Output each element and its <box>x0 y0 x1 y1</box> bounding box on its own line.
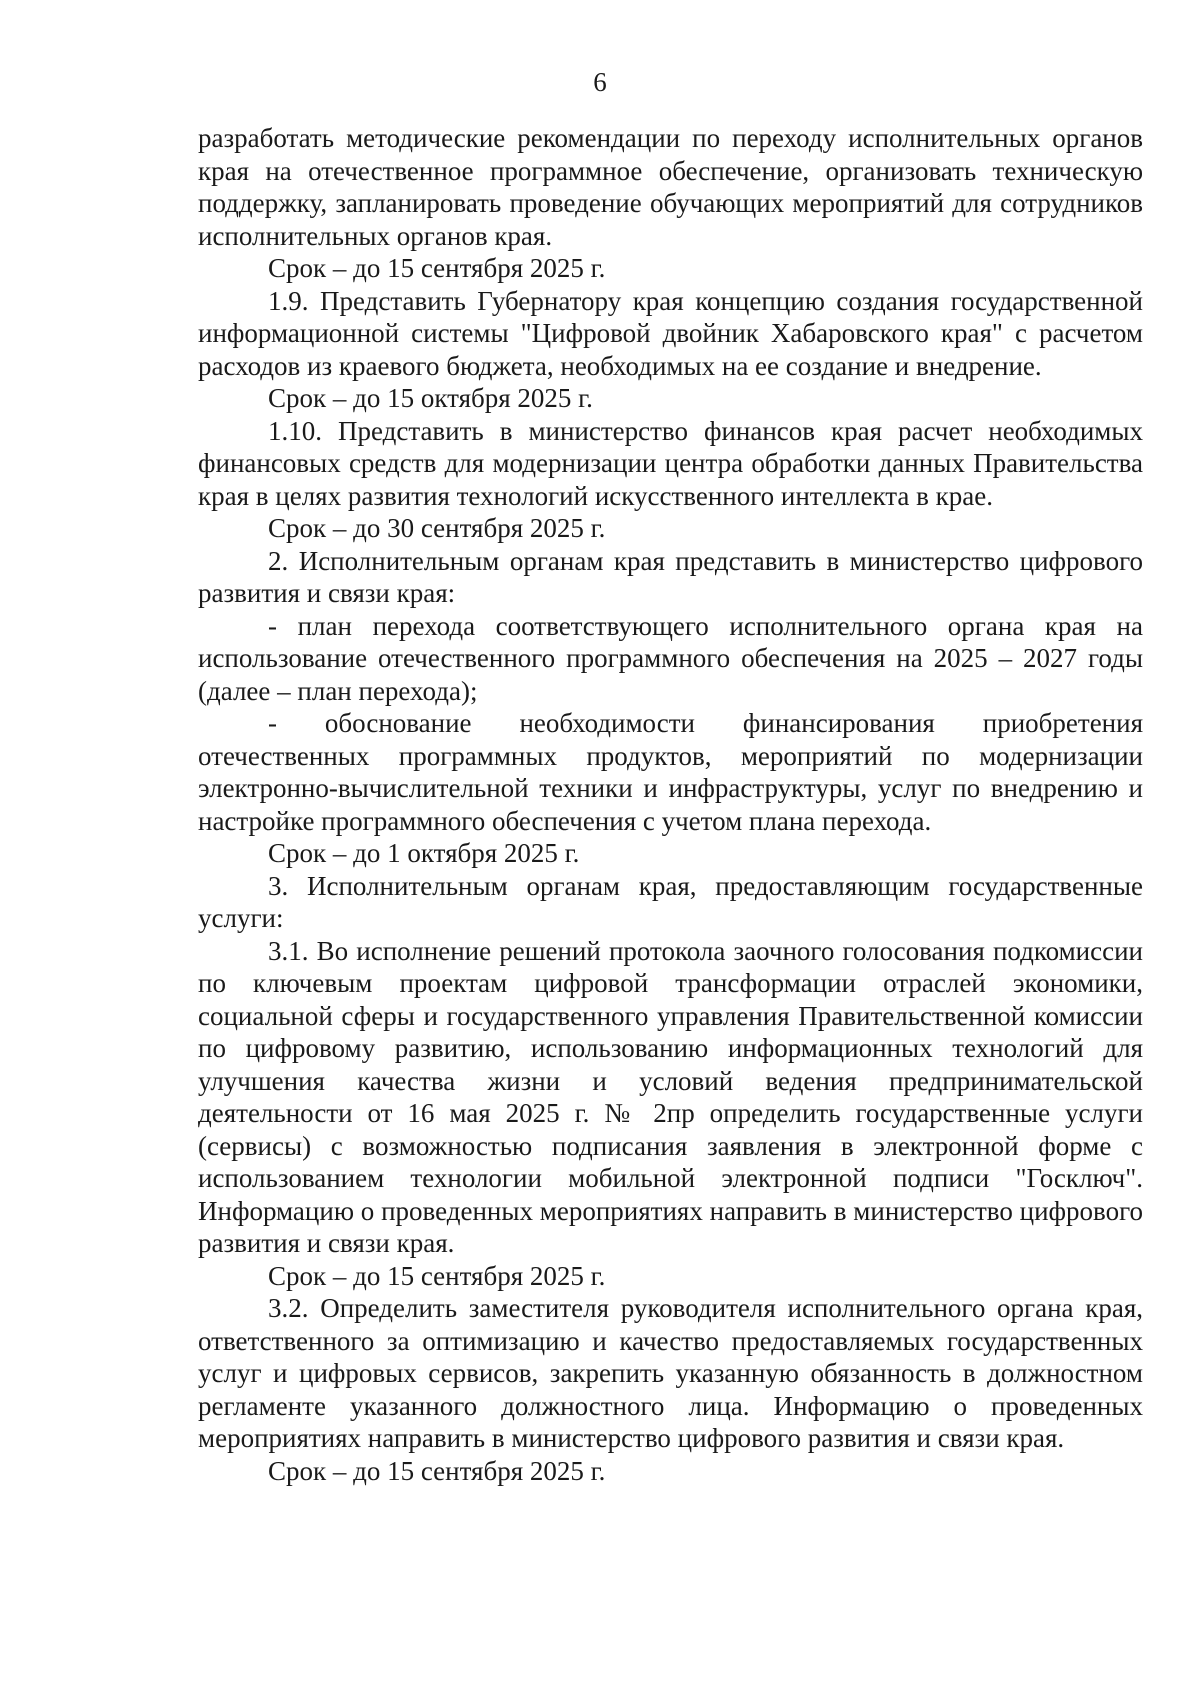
deadline-line: Срок – до 15 октября 2025 г. <box>268 383 593 413</box>
paragraph-item-1-10: 1.10. Представить в министерство финансов края расчет необходимых финансовых средств для модернизации центра обработки данных Правительства края в целях развития технологий искусственного интеллекта в крае. <box>198 415 1143 511</box>
paragraph-item-3: 3. Исполнительным органам края, предоставляющим государственные услуги: <box>198 870 1143 933</box>
page-number: 6 <box>593 67 607 97</box>
deadline-line: Срок – до 15 сентября 2025 г. <box>268 1260 606 1291</box>
paragraph-item-2: 2. Исполнительным органам края представить в министерство цифрового развития и связи края: <box>198 545 1143 608</box>
deadline-line: Срок – до 15 сентября 2025 г. <box>268 253 606 283</box>
paragraph-item-3-2: 3.2. Определить заместителя руководителя исполнительного органа края, ответственного за оптимизацию и качество предоставляемых государственных услуг и цифровых сервисов, закрепить указанную обязанность в должностном регламенте указанного должностного лица. Информацию о проведенных мероприятиях направить в министерство цифрового развития и связи края. <box>198 1293 1143 1453</box>
deadline-line: Срок – до 1 октября 2025 г. <box>268 838 580 868</box>
paragraph-item-1-9: 1.9. Представить Губернатору края концепцию создания государственной информационной системы "Цифровой двойник Хабаровского края" с расчетом расходов из краевого бюджета, необходимых на ее создание и внедрение. <box>198 285 1143 381</box>
document-body <box>198 122 1143 1487</box>
paragraph-continuation: разработать методические рекомендации по переходу исполнительных органов края на отечественное программное обеспечение, организовать техническую поддержку, запланировать проведение обучающих мероприятий для сотрудников исполнительных органов края. <box>198 123 1143 251</box>
paragraph-item-3-1: 3.1. Во исполнение решений протокола заочного голосования подкомиссии по ключевым проектам цифровой трансформации отраслей экономики, социальной сферы и государственного управления Правительственной комиссии по цифровому развитию, использованию информационных технологий для улучшения качества жизни и условий ведения предпринимательской деятельности от 16 мая 2025 г. № 2пр определить государственные услуги (сервисы) с возможностью подписания заявления в электронной форме с использованием технологии мобильной электронной подписи "Госключ". Информацию о проведенных мероприятиях направить в министерство цифрового развития и связи края. <box>198 935 1143 1258</box>
paragraph-bullet-transition-plan: - план перехода соответствующего исполнительного органа края на использование отечественного программного обеспечения на 2025 – 2027 годы (далее – план перехода); <box>198 610 1143 706</box>
deadline-line: Срок – до 15 сентября 2025 г. <box>268 1455 606 1486</box>
paragraph-bullet-financing: - обоснование необходимости финансирования приобретения отечественных программных продуктов, мероприятий по модернизации электронно-вычислительной техники и инфраструктуры, услуг по внедрению и настройке программного обеспечения с учетом плана перехода. <box>198 708 1143 836</box>
deadline-line: Срок – до 30 сентября 2025 г. <box>268 513 606 543</box>
